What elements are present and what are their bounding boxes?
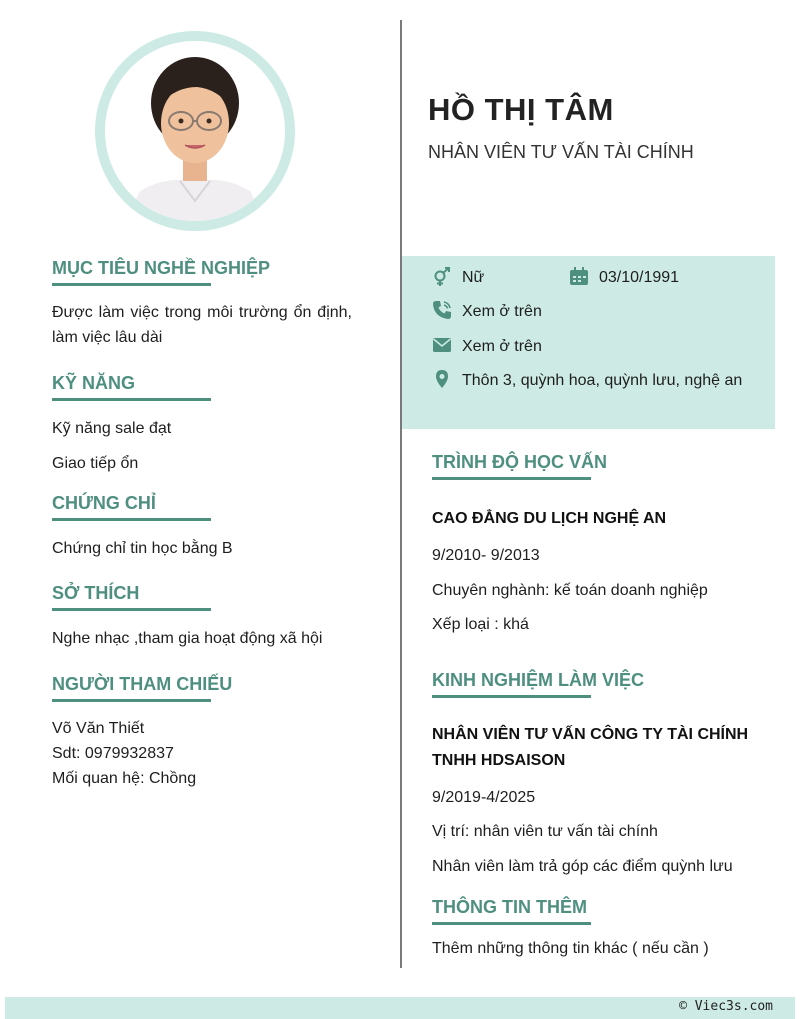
gender-icon bbox=[432, 267, 452, 287]
phone-icon bbox=[432, 300, 452, 320]
avatar-ring bbox=[95, 31, 295, 231]
email-value: Xem ở trên bbox=[462, 338, 542, 355]
skill-item: Giao tiếp ổn bbox=[52, 455, 139, 472]
references-title: NGƯỜI THAM CHIẾU bbox=[52, 674, 211, 702]
experience-company: NHÂN VIÊN TƯ VẤN CÔNG TY TÀI CHÍNH TNHH HDSAISON bbox=[432, 726, 749, 769]
extra-title: THÔNG TIN THÊM bbox=[432, 897, 591, 925]
experience-section bbox=[432, 670, 772, 879]
certificates-section bbox=[52, 493, 352, 561]
calendar-icon bbox=[569, 266, 589, 286]
email-icon bbox=[432, 335, 452, 355]
phone-value: Xem ở trên bbox=[462, 303, 542, 320]
reference-relation: Mối quan hệ: Chồng bbox=[52, 770, 197, 787]
experience-title: KINH NGHIỆM LÀM VIỆC bbox=[432, 670, 591, 698]
experience-period: 9/2019-4/2025 bbox=[432, 789, 536, 806]
location-icon bbox=[432, 369, 452, 389]
certificate-item: Chứng chỉ tin học bằng B bbox=[52, 540, 233, 557]
skills-section bbox=[52, 373, 352, 476]
extra-section bbox=[432, 897, 772, 961]
hobbies-section bbox=[52, 583, 352, 651]
footer-credit: © Viec3s.com bbox=[679, 999, 773, 1014]
footer-bar bbox=[5, 997, 795, 1019]
certificates-title: CHỨNG CHỈ bbox=[52, 493, 211, 521]
education-grade: Xếp loại : khá bbox=[432, 616, 529, 633]
objective-text: Được làm việc trong môi trường ổn định, làm việc lâu dài bbox=[52, 304, 352, 346]
gender-value: Nữ bbox=[462, 269, 485, 286]
experience-description: Nhân viên làm trả góp các điểm quỳnh lưu bbox=[432, 858, 733, 875]
references-section bbox=[52, 674, 352, 791]
education-major: Chuyên nghành: kế toán doanh nghiệp bbox=[432, 582, 708, 599]
skills-title: KỸ NĂNG bbox=[52, 373, 211, 401]
objective-title: MỤC TIÊU NGHỀ NGHIỆP bbox=[52, 258, 211, 286]
skill-item: Kỹ năng sale đạt bbox=[52, 420, 172, 437]
objective-section bbox=[52, 258, 352, 350]
experience-position: Vị trí: nhân viên tư vấn tài chính bbox=[432, 823, 658, 840]
education-school: CAO ĐẲNG DU LỊCH NGHỆ AN bbox=[432, 510, 667, 527]
birthdate-value: 03/10/1991 bbox=[599, 269, 680, 286]
address-value: Thôn 3, quỳnh hoa, quỳnh lưu, nghệ an bbox=[462, 372, 743, 389]
education-title: TRÌNH ĐỘ HỌC VẤN bbox=[432, 452, 591, 480]
candidate-name: HỒ THỊ TÂM bbox=[428, 92, 614, 127]
hobby-item: Nghe nhạc ,tham gia hoạt động xã hội bbox=[52, 630, 323, 647]
contact-box bbox=[402, 256, 775, 429]
education-section bbox=[432, 452, 772, 637]
extra-text: Thêm những thông tin khác ( nếu cần ) bbox=[432, 940, 709, 957]
reference-phone: Sdt: 0979932837 bbox=[52, 745, 174, 762]
hobbies-title: SỞ THÍCH bbox=[52, 583, 211, 611]
education-period: 9/2010- 9/2013 bbox=[432, 547, 540, 564]
avatar-portrait bbox=[105, 41, 285, 221]
column-divider bbox=[400, 20, 402, 968]
reference-name: Võ Văn Thiết bbox=[52, 720, 145, 737]
avatar bbox=[105, 41, 285, 221]
job-title: NHÂN VIÊN TƯ VẤN TÀI CHÍNH bbox=[428, 142, 694, 162]
